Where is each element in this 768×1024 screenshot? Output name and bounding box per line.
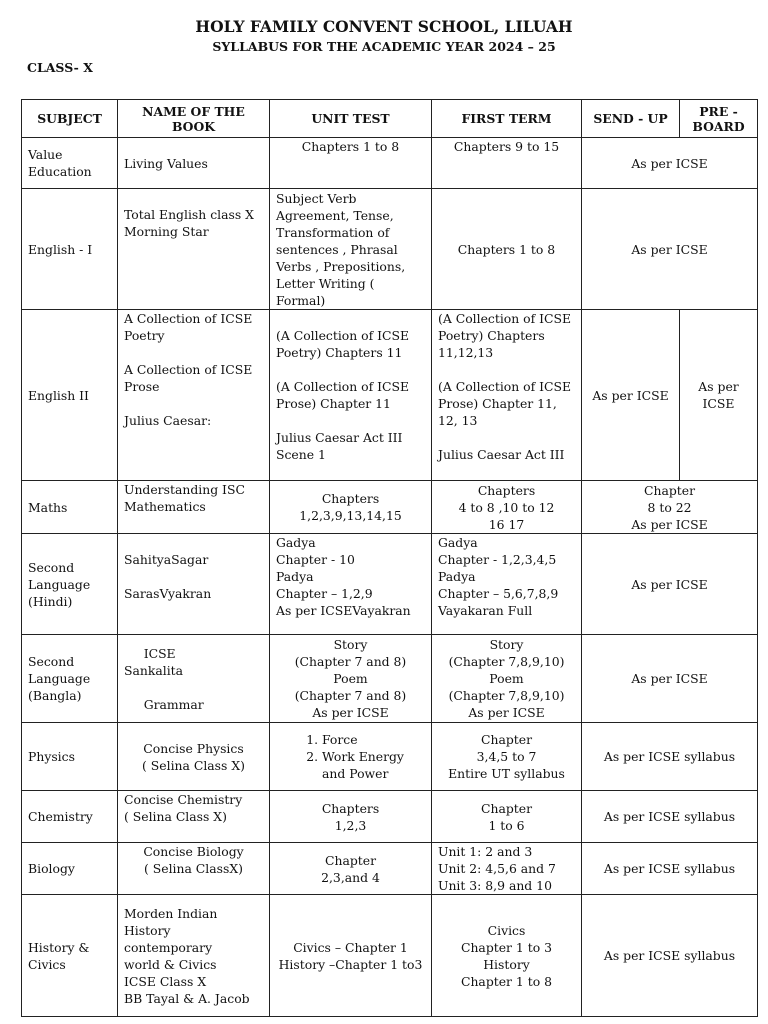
book-cell: Concise Chemistry ( Selina Class X) xyxy=(118,791,270,843)
header-subject: SUBJECT xyxy=(22,100,118,138)
unit-test-cell: Chapters 1 to 8 xyxy=(270,138,432,189)
book-cell: Morden Indian History contemporary world & Civics ICSE Class X BB Tayal & A. Jacob xyxy=(118,895,270,1017)
unit-test-cell: Chapters 1,2,3 xyxy=(270,791,432,843)
first-term-cell: Civics Chapter 1 to 3 History Chapter 1 to 8 xyxy=(432,895,582,1017)
header-unit-test: UNIT TEST xyxy=(270,100,432,138)
list-item: 2. Work Energy and Power xyxy=(322,748,427,782)
first-term-cell: Unit 1: 2 and 3 Unit 2: 4,5,6 and 7 Unit 3: 8,9 and 10 xyxy=(432,843,582,895)
table-row xyxy=(22,310,758,481)
book-cell: ICSE Sankalita Grammar xyxy=(118,635,270,723)
subject-cell: Second Language (Hindi) xyxy=(22,534,118,635)
first-term-cell: Story (Chapter 7,8,9,10) Poem (Chapter 7,8,9,10) As per ICSE xyxy=(432,635,582,723)
table-row xyxy=(22,481,758,534)
table-row xyxy=(22,635,758,723)
first-term-cell: Gadya Chapter - 1,2,3,4,5 Padya Chapter – 5,6,7,8,9 Vayakaran Full xyxy=(432,534,582,635)
header-first-term: FIRST TERM xyxy=(432,100,582,138)
sendup-preboard-cell: As per ICSE syllabus xyxy=(582,843,758,895)
book-cell: SahityaSagar SarasVyakran xyxy=(118,534,270,635)
list-item: 1. Force xyxy=(322,731,427,748)
book-cell: Concise Physics ( Selina Class X) xyxy=(118,723,270,791)
subject-cell: Value Education xyxy=(22,138,118,189)
book-cell: Concise Biology ( Selina ClassX) xyxy=(118,843,270,895)
table-row xyxy=(22,534,758,635)
header-send-up: SEND - UP xyxy=(582,100,680,138)
table-row xyxy=(22,895,758,1017)
first-term-cell: Chapters 1 to 8 xyxy=(432,189,582,310)
table-header-row xyxy=(22,100,758,138)
book-cell: Understanding ISC Mathematics xyxy=(118,481,270,534)
sendup-preboard-cell: As per ICSE syllabus xyxy=(582,723,758,791)
subject-cell: Maths xyxy=(22,481,118,534)
sendup-preboard-cell: As per ICSE xyxy=(582,635,758,723)
table-row xyxy=(22,189,758,310)
first-term-cell: Chapter 1 to 6 xyxy=(432,791,582,843)
first-term-cell: Chapter 3,4,5 to 7 Entire UT syllabus xyxy=(432,723,582,791)
unit-test-cell: Subject Verb Agreement, Tense, Transformation of sentences , Phrasal Verbs , Prepositions, Letter Writing ( Formal) xyxy=(270,189,432,310)
first-term-cell: (A Collection of ICSE Poetry) Chapters 11,12,13 (A Collection of ICSE Prose) Chapter 11, 12, 13 Julius Caesar Act III xyxy=(432,310,582,481)
sendup-preboard-cell: As per ICSE xyxy=(582,138,758,189)
book-cell: A Collection of ICSE Poetry A Collection of ICSE Prose Julius Caesar: xyxy=(118,310,270,481)
sendup-preboard-cell: As per ICSE syllabus xyxy=(582,791,758,843)
school-name: HOLY FAMILY CONVENT SCHOOL, LILUAH xyxy=(195,17,573,36)
unit-test-cell: Chapter 2,3,and 4 xyxy=(270,843,432,895)
send-up-cell: As per ICSE xyxy=(582,310,680,481)
table-row xyxy=(22,843,758,895)
subject-cell: History & Civics xyxy=(22,895,118,1017)
subject-cell: English - I xyxy=(22,189,118,310)
first-term-cell: Chapters 9 to 15 xyxy=(432,138,582,189)
pre-board-cell: As per ICSE xyxy=(680,310,758,481)
table-row xyxy=(22,138,758,189)
syllabus-table xyxy=(21,99,758,1017)
class-label: CLASS- X xyxy=(27,60,93,75)
sendup-preboard-cell: As per ICSE syllabus xyxy=(582,895,758,1017)
unit-test-cell: (A Collection of ICSE Poetry) Chapters 11 (A Collection of ICSE Prose) Chapter 11 Julius Caesar Act III Scene 1 xyxy=(270,310,432,481)
subject-cell: Chemistry xyxy=(22,791,118,843)
book-cell: Total English class X Morning Star xyxy=(118,189,270,310)
unit-test-cell: Civics – Chapter 1 History –Chapter 1 to3 xyxy=(270,895,432,1017)
table-row xyxy=(22,791,758,843)
sendup-preboard-cell: As per ICSE xyxy=(582,534,758,635)
table-row xyxy=(22,723,758,791)
sendup-preboard-cell: Chapter 8 to 22 As per ICSE xyxy=(582,481,758,534)
subject-cell: Second Language (Bangla) xyxy=(22,635,118,723)
unit-test-cell xyxy=(270,723,432,791)
unit-test-list xyxy=(276,731,427,782)
subject-cell: Physics xyxy=(22,723,118,791)
subject-cell: English II xyxy=(22,310,118,481)
first-term-cell: Chapters 4 to 8 ,10 to 12 16 17 xyxy=(432,481,582,534)
book-cell: Living Values xyxy=(118,138,270,189)
unit-test-cell: Chapters 1,2,3,9,13,14,15 xyxy=(270,481,432,534)
unit-test-cell: Gadya Chapter - 10 Padya Chapter – 1,2,9 As per ICSEVayakran xyxy=(270,534,432,635)
unit-test-cell: Story (Chapter 7 and 8) Poem (Chapter 7 and 8) As per ICSE xyxy=(270,635,432,723)
header-book: NAME OF THE BOOK xyxy=(118,100,270,138)
subject-cell: Biology xyxy=(22,843,118,895)
syllabus-title: SYLLABUS FOR THE ACADEMIC YEAR 2024 – 25 xyxy=(212,39,556,54)
sendup-preboard-cell: As per ICSE xyxy=(582,189,758,310)
header-pre-board: PRE - BOARD xyxy=(680,100,758,138)
